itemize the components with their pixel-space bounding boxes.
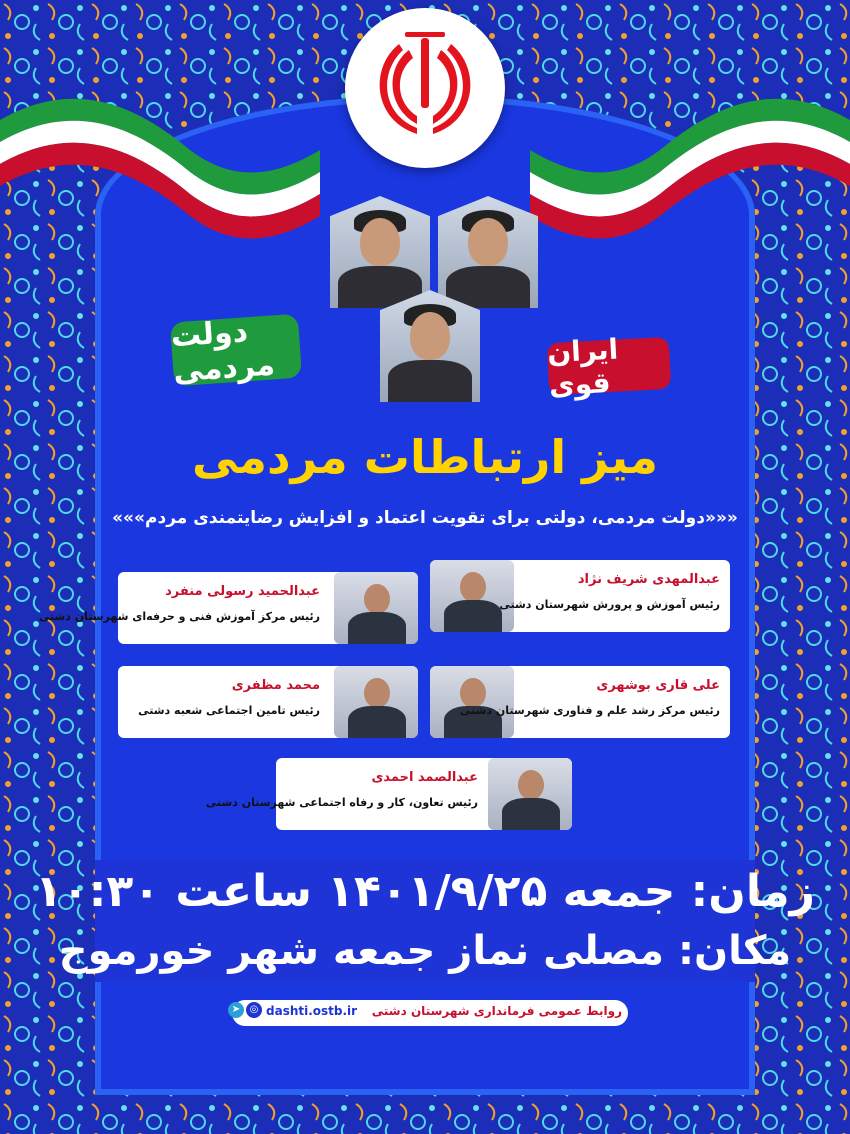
leader-portrait-left xyxy=(330,196,430,308)
dolat-mardomi-badge: دولت مردمی xyxy=(170,314,302,387)
official-role: رئیس مرکز آموزش فنی و حرفه‌ای شهرستان دشتی xyxy=(38,610,320,623)
official-photo xyxy=(334,572,418,644)
official-card xyxy=(430,666,730,738)
official-photo xyxy=(430,666,514,738)
leader-portrait-right xyxy=(438,196,538,308)
footer-website-link[interactable]: dashti.ostb.ir xyxy=(266,1004,358,1018)
iran-flag-ribbon-right xyxy=(530,80,850,260)
official-name: محمد مظفری xyxy=(231,678,320,693)
event-place: مکان: مصلی نماز جمعه شهر خورموج xyxy=(58,928,792,974)
president-portrait xyxy=(380,290,480,402)
event-time: زمان: جمعه ۱۴۰۱/۹/۲۵ ساعت ۱۰:۳۰ xyxy=(35,866,815,917)
iran-ghavi-badge: ایران قوی xyxy=(547,337,672,395)
official-card xyxy=(430,560,730,632)
official-name: عبدالمهدی شریف نژاد xyxy=(577,572,720,587)
official-card xyxy=(118,666,418,738)
poster-subtitle: «««دولت مردمی، دولتی برای تقویت اعتماد و افزایش رضایتمندی مردم»»» xyxy=(112,508,738,528)
footer-org: روابط عمومی فرمانداری شهرستان دشتی xyxy=(371,1004,622,1018)
iran-flag-ribbon-left xyxy=(0,80,320,260)
official-name: عبدالصمد احمدی xyxy=(371,770,478,785)
official-role: رئیس آموزش و پرورش شهرستان دشتی xyxy=(499,598,720,611)
official-role: رئیس تامین اجتماعی شعبه دشتی xyxy=(138,704,320,717)
official-role: رئیس تعاون، کار و رفاه اجتماعی شهرستان دشتی xyxy=(205,796,478,809)
iran-emblem-icon xyxy=(345,8,505,168)
official-card xyxy=(38,572,418,644)
official-photo xyxy=(334,666,418,738)
official-photo xyxy=(488,758,572,830)
official-role: رئیس مرکز رشد علم و فناوری شهرستان دشتی xyxy=(459,704,720,717)
official-name: عبدالحمید رسولی منفرد xyxy=(165,584,320,599)
poster-title: میز ارتباطات مردمی xyxy=(191,430,659,484)
official-card xyxy=(205,758,572,830)
web-icon: ◎ xyxy=(246,1002,262,1018)
official-name: علی قاری بوشهری xyxy=(596,678,720,693)
telegram-icon: ➤ xyxy=(228,1002,244,1018)
official-photo xyxy=(430,560,514,632)
